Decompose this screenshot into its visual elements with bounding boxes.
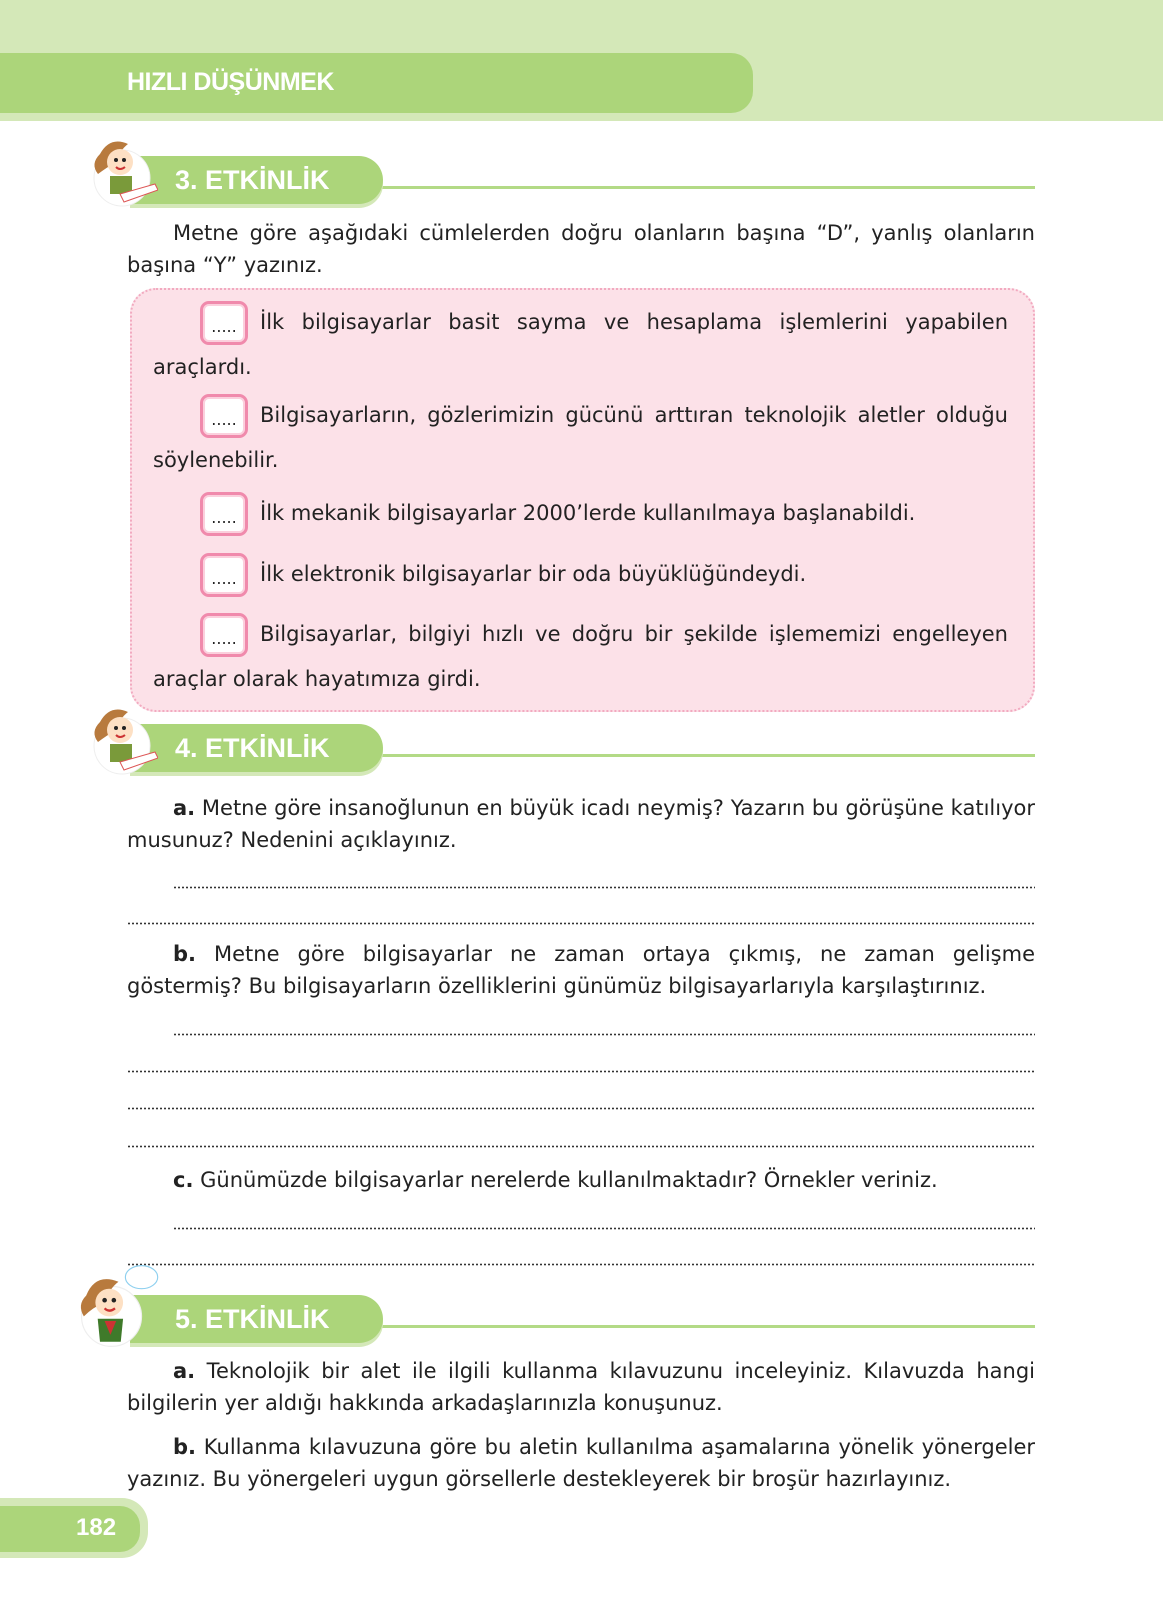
true-false-item [153, 491, 1008, 536]
question-text: Teknolojik bir alet ile ilgili kullanma kılavuzunu inceleyiniz. Kılavuzda hangi bilgilerin yer aldığı hakkında arkadaşlarınızla konuşunuz. [127, 1359, 1035, 1415]
question-letter: c. [173, 1168, 194, 1192]
answer-box[interactable]: ..... [200, 613, 248, 657]
activity-5-question-b [127, 1431, 1035, 1495]
answer-line[interactable] [173, 1227, 1035, 1230]
question-letter: a. [173, 1359, 196, 1383]
item-text: Bilgisayarların, gözlerimizin gücünü arttıran teknolojik aletler olduğu söylenebilir. [153, 403, 1008, 472]
header-bar [0, 53, 753, 113]
page-number-tab-inner [0, 1506, 140, 1552]
true-false-item [153, 612, 1008, 701]
activity-4-title: 4. ETKİNLİK [175, 733, 330, 763]
answer-line[interactable] [127, 1145, 1035, 1148]
activity-5-title: 5. ETKİNLİK [175, 1304, 330, 1334]
divider-line [370, 186, 1035, 189]
chapter-title: HIZLI DÜŞÜNMEK [127, 68, 334, 96]
divider-line [370, 754, 1035, 757]
question-text: Metne göre bilgisayarlar ne zaman ortaya çıkmış, ne zaman gelişme göstermiş? Bu bilgisayarların özelliklerini günümüz bilgisayarlarıyla karşılaştırınız. [127, 942, 1035, 998]
answer-line[interactable] [127, 1263, 1035, 1266]
answer-line[interactable] [127, 1107, 1035, 1110]
item-text: Bilgisayarlar, bilgiyi hızlı ve doğru bir şekilde işlememizi engelleyen araçlar olarak hayatımıza girdi. [153, 622, 1008, 691]
answer-line[interactable] [173, 886, 1035, 889]
true-false-item [153, 393, 1008, 482]
answer-box[interactable]: ..... [200, 553, 248, 597]
item-text: İlk mekanik bilgisayarlar 2000’lerde kullanılmaya başlanabildi. [260, 501, 916, 525]
activity-3-header [80, 156, 1035, 226]
question-text: Metne göre insanoğlunun en büyük icadı neymiş? Yazarın bu görüşüne katılıyor musunuz? Nedenini açıklayınız. [127, 796, 1035, 852]
girl-mascot-icon [80, 702, 158, 780]
question-text: Kullanma kılavuzuna göre bu aletin kullanılma aşamalarına yönelik yönergeler yazınız. Bu yönergeleri uygun görsellerle destekleyerek bir broşür hazırlayınız. [127, 1435, 1035, 1491]
item-text: İlk elektronik bilgisayarlar bir oda büyüklüğündeydi. [260, 562, 807, 586]
question-letter: b. [173, 1435, 197, 1459]
divider-line [370, 1325, 1035, 1328]
activity-3-instruction: Metne göre aşağıdaki cümlelerden doğru olanların başına “D”, yanlış olanların başına “Y” yazınız. [127, 221, 1035, 277]
question-text: Günümüzde bilgisayarlar nerelerde kullanılmaktadır? Örnekler veriniz. [193, 1168, 938, 1192]
question-b [127, 938, 1035, 1002]
answer-box[interactable]: ..... [200, 394, 248, 438]
question-letter: a. [173, 796, 196, 820]
item-text: İlk bilgisayarlar basit sayma ve hesaplama işlemlerini yapabilen araçlardı. [153, 310, 1008, 379]
answer-line[interactable] [127, 922, 1035, 925]
activity-3-title: 3. ETKİNLİK [175, 165, 330, 195]
true-false-item [153, 300, 1008, 389]
true-false-item [153, 552, 1008, 597]
answer-line[interactable] [127, 1070, 1035, 1073]
question-c [127, 1164, 1035, 1196]
question-a [127, 792, 1035, 856]
answer-line[interactable] [173, 1033, 1035, 1036]
answer-box[interactable]: ..... [200, 301, 248, 345]
page-number: 182 [76, 1514, 117, 1541]
activity-5-question-a [127, 1355, 1035, 1419]
question-letter: b. [173, 942, 197, 966]
girl-mascot-icon [80, 134, 158, 212]
answer-box[interactable]: ..... [200, 492, 248, 536]
activity-4-header [80, 724, 1035, 794]
girl-speech-bubble-icon [70, 1261, 160, 1351]
